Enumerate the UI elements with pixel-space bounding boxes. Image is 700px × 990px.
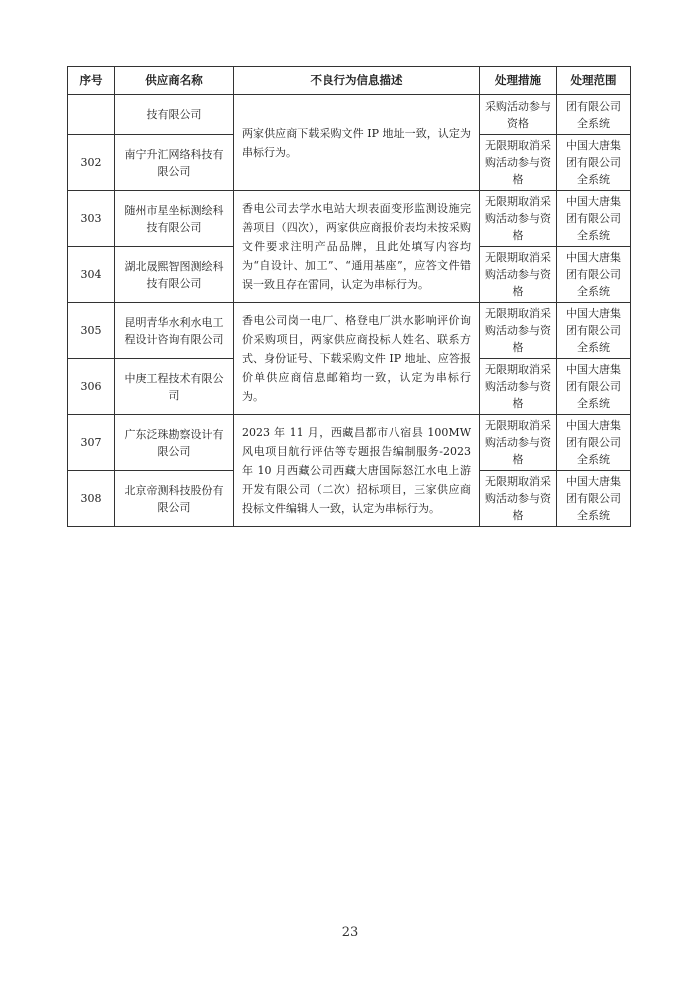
row-supplier: 北京帝测科技股份有限公司 [115,471,234,527]
row-scope: 中国大唐集团有限公司全系统 [557,359,631,415]
row-seq: 302 [68,135,115,191]
penalty-table-container [67,66,630,527]
row-measure: 无限期取消采购活动参与资格 [480,247,557,303]
penalty-table [67,66,631,527]
header-measure: 处理措施 [480,67,557,95]
table-row [68,191,631,247]
row-seq: 307 [68,415,115,471]
header-supplier: 供应商名称 [115,67,234,95]
row-description: 香电公司去学水电站大坝表面变形监测设施完善项目（四次），两家供应商报价表均未按采购文件要求注明产品品牌，且此处填写内容均为“自设计、加工”、“通用基座”，应答文件错误一致且存在雷同，认定为串标行为。 [234,191,480,303]
row-seq [68,95,115,135]
row-supplier: 随州市星坐标测绘科技有限公司 [115,191,234,247]
table-header-row [68,67,631,95]
row-seq: 305 [68,303,115,359]
page-number: 23 [341,925,359,940]
row-seq: 303 [68,191,115,247]
row-supplier: 湖北晟熙智图测绘科技有限公司 [115,247,234,303]
row-supplier: 技有限公司 [115,95,234,135]
row-seq: 306 [68,359,115,415]
row-scope: 中国大唐集团有限公司全系统 [557,303,631,359]
row-description: 2023 年 11 月，西藏昌都市八宿县 100MW 风电项目航行评估等专题报告编制服务-2023 年 10 月西藏公司西藏大唐国际怒江水电上游开发有限公司（二次）招标项目，三家供应商投标文件编辑人一致，认定为串标行为。 [234,415,480,527]
row-seq: 304 [68,247,115,303]
row-measure: 采购活动参与资格 [480,95,557,135]
row-seq: 308 [68,471,115,527]
row-scope: 中国大唐集团有限公司全系统 [557,415,631,471]
row-supplier: 南宁升汇网络科技有限公司 [115,135,234,191]
table-row [68,303,631,359]
row-scope: 团有限公司全系统 [557,95,631,135]
row-scope: 中国大唐集团有限公司全系统 [557,471,631,527]
row-measure: 无限期取消采购活动参与资格 [480,415,557,471]
row-measure: 无限期取消采购活动参与资格 [480,191,557,247]
row-supplier: 中庚工程技术有限公司 [115,359,234,415]
row-measure: 无限期取消采购活动参与资格 [480,303,557,359]
row-description: 两家供应商下载采购文件 IP 地址一致，认定为串标行为。 [234,95,480,191]
header-scope: 处理范围 [557,67,631,95]
row-measure: 无限期取消采购活动参与资格 [480,135,557,191]
row-measure: 无限期取消采购活动参与资格 [480,471,557,527]
row-description: 香电公司岗一电厂、格登电厂洪水影响评价询价采购项目，两家供应商投标人姓名、联系方式、身份证号、下载采购文件 IP 地址、应答报价单供应商信息邮箱均一致，认定为串标行为。 [234,303,480,415]
header-seq: 序号 [68,67,115,95]
table-row [68,415,631,471]
row-scope: 中国大唐集团有限公司全系统 [557,135,631,191]
row-scope: 中国大唐集团有限公司全系统 [557,247,631,303]
row-supplier: 昆明青华水利水电工程设计咨询有限公司 [115,303,234,359]
row-scope: 中国大唐集团有限公司全系统 [557,191,631,247]
header-description: 不良行为信息描述 [234,67,480,95]
row-measure: 无限期取消采购活动参与资格 [480,359,557,415]
row-supplier: 广东泛珠勘察设计有限公司 [115,415,234,471]
table-row [68,95,631,135]
